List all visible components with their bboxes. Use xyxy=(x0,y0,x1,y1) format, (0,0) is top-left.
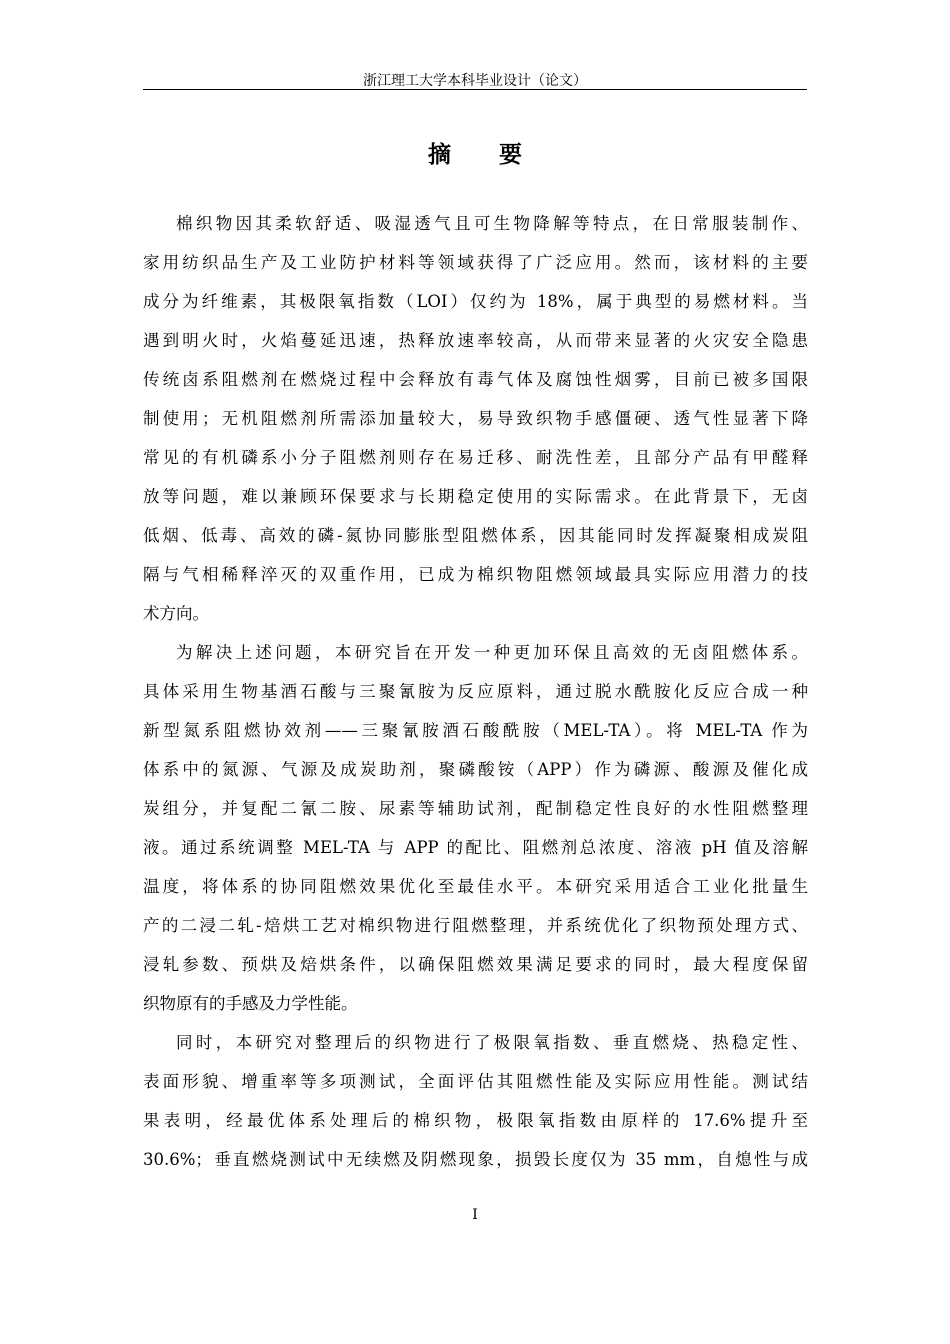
abstract-paragraph xyxy=(143,633,808,1023)
text-line: 同时，本研究对整理后的织物进行了极限氧指数、垂直燃烧、热稳定性、 xyxy=(176,1033,808,1052)
header-rule xyxy=(143,89,807,90)
text-line: 表面形貌、增重率等多项测试，全面评估其阻燃性能及实际应用性能。测试结 xyxy=(143,1072,808,1091)
text-line: 棉织物因其柔软舒适、吸湿透气且可生物降解等特点，在日常服装制作、 xyxy=(176,214,808,233)
abstract-body xyxy=(143,204,808,1179)
text-line: 为解决上述问题，本研究旨在开发一种更加环保且高效的无卤阻燃体系。 xyxy=(176,643,808,662)
text-line: 具体采用生物基酒石酸与三聚氰胺为反应原料，通过脱水酰胺化反应合成一种 xyxy=(143,682,808,701)
text-line: 织物原有的手感及力学性能。 xyxy=(143,994,358,1013)
text-line: 传统卤系阻燃剂在燃烧过程中会释放有毒气体及腐蚀性烟雾，目前已被多国限 xyxy=(143,370,808,389)
text-line: 体系中的氮源、气源及成炭助剂，聚磷酸铵（APP）作为磷源、酸源及催化成 xyxy=(143,760,808,779)
page-number: I xyxy=(472,1207,478,1223)
text-line: 隔与气相稀释淬灭的双重作用，已成为棉织物阻燃领域最具实际应用潜力的技 xyxy=(143,565,808,584)
text-line: 术方向。 xyxy=(143,604,209,623)
running-header: 浙江理工大学本科毕业设计（论文） xyxy=(363,73,587,89)
text-line: 产的二浸二轧-焙烘工艺对棉织物进行阻燃整理，并系统优化了织物预处理方式、 xyxy=(143,916,808,935)
text-line: 低烟、低毒、高效的磷-氮协同膨胀型阻燃体系，因其能同时发挥凝聚相成炭阻 xyxy=(143,526,808,545)
abstract-paragraph xyxy=(143,204,808,633)
text-line: 炭组分，并复配二氰二胺、尿素等辅助试剂，配制稳定性良好的水性阻燃整理 xyxy=(143,799,808,818)
abstract-paragraph xyxy=(143,1023,808,1179)
text-line: 果表明，经最优体系处理后的棉织物，极限氧指数由原样的 17.6%提升至 xyxy=(143,1111,808,1130)
text-line: 制使用；无机阻燃剂所需添加量较大，易导致织物手感僵硬、透气性显著下降 xyxy=(143,409,808,428)
abstract-title: 摘 要 xyxy=(427,141,542,168)
text-line: 浸轧参数、预烘及焙烘条件，以确保阻燃效果满足要求的同时，最大程度保留 xyxy=(143,955,808,974)
text-line: 成分为纤维素，其极限氧指数（LOI）仅约为 18%，属于典型的易燃材料。当 xyxy=(143,292,808,311)
text-line: 新型氮系阻燃协效剂——三聚氰胺酒石酸酰胺（MEL-TA）。将 MEL-TA 作为 xyxy=(143,721,808,740)
text-line: 放等问题，难以兼顾环保要求与长期稳定使用的实际需求。在此背景下，无卤 xyxy=(143,487,808,506)
text-line: 液。通过系统调整 MEL-TA 与 APP 的配比、阻燃剂总浓度、溶液 pH 值及溶解 xyxy=(143,838,808,857)
text-line: 遇到明火时，火焰蔓延迅速，热释放速率较高，从而带来显著的火灾安全隐患 xyxy=(143,331,808,350)
text-line: 家用纺织品生产及工业防护材料等领域获得了广泛应用。然而，该材料的主要 xyxy=(143,253,808,272)
text-line: 常见的有机磷系小分子阻燃剂则存在易迁移、耐洗性差，且部分产品有甲醛释 xyxy=(143,448,808,467)
text-line: 30.6%；垂直燃烧测试中无续燃及阴燃现象，损毁长度仅为 35 mm，自熄性与成 xyxy=(143,1150,808,1169)
text-line: 温度，将体系的协同阻燃效果优化至最佳水平。本研究采用适合工业化批量生 xyxy=(143,877,808,896)
